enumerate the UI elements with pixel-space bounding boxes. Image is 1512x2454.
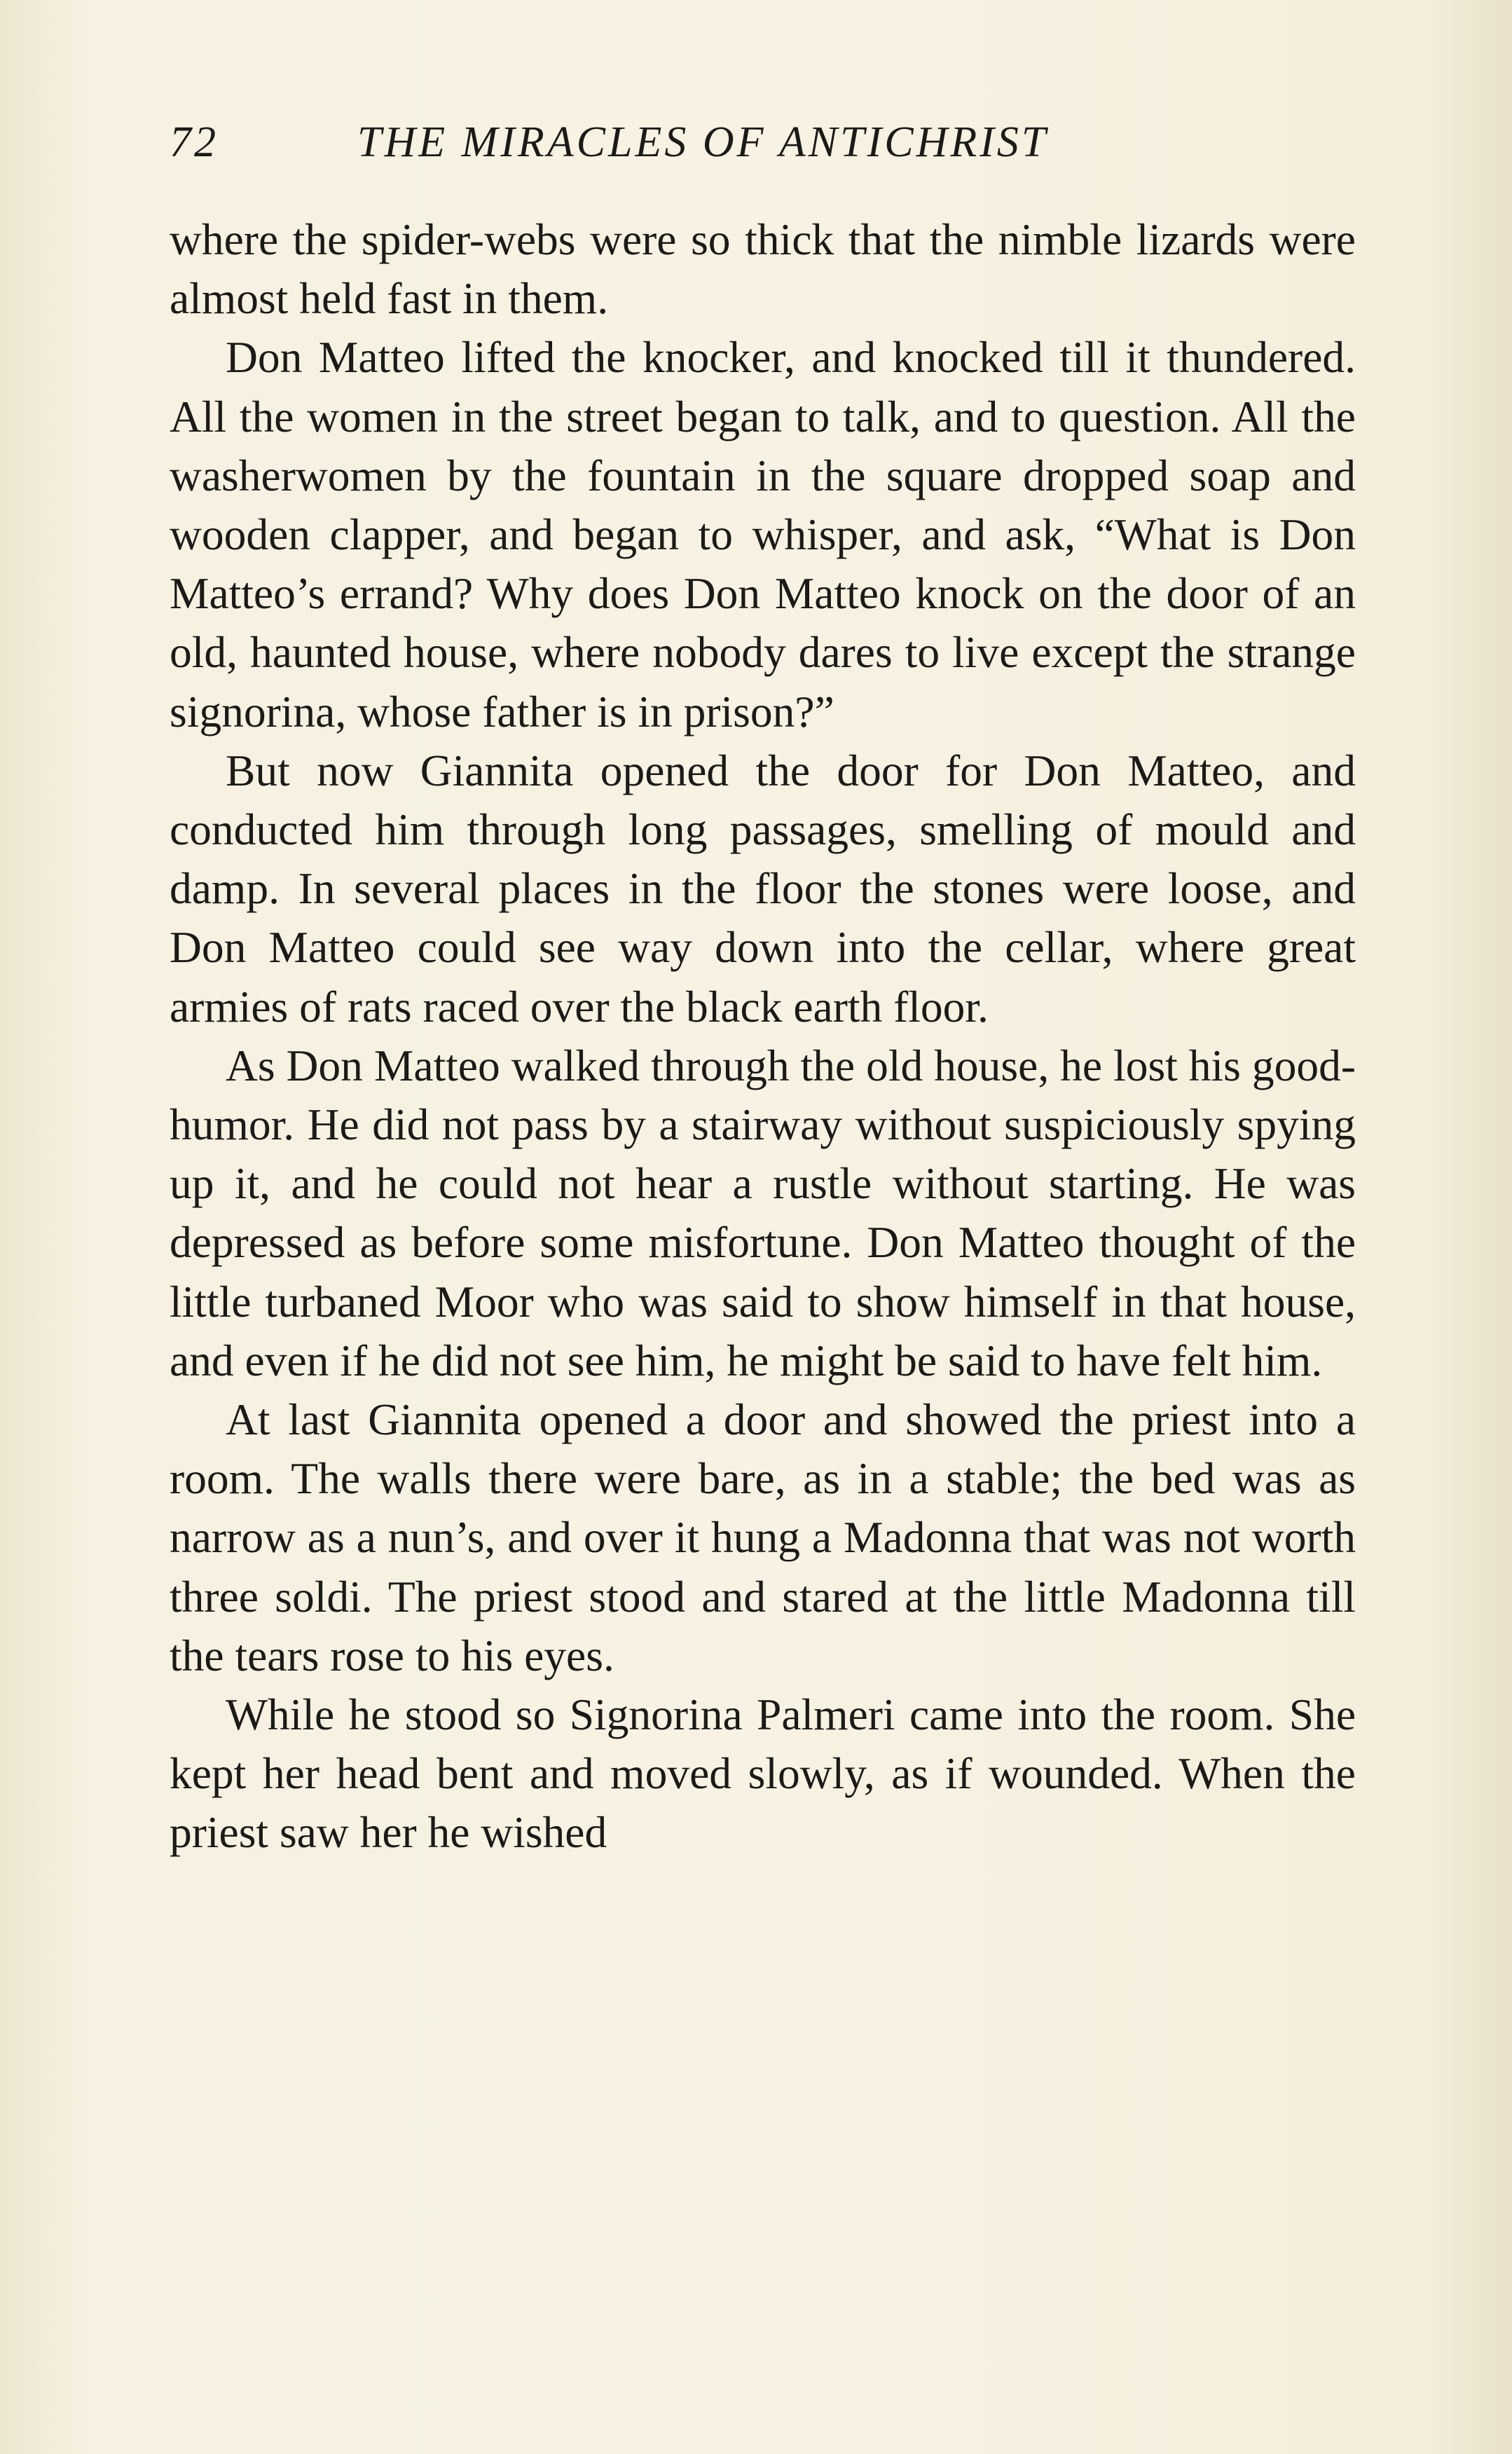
paragraph: But now Giannita opened the door for Don Matteo, and conducted him through long passages, smelling of mould and damp. In several places in the floor the stones were loose, and Don Matteo could see way down into the cellar, where great armies of rats raced over the black earth floor. xyxy=(170,745,1356,1031)
paragraph: At last Giannita opened a door and showed the priest into a room. The walls there were bare, as in a stable; the bed was as narrow as a nun’s, and over it hung a Madonna that was not worth three soldi. The priest stood and stared at the little Madonna till the tears rose to his eyes. xyxy=(170,1394,1356,1680)
paragraph: As Don Matteo walked through the old house, he lost his good-humor. He did not pass by a stairway without suspiciously spying up it, and he could not hear a rustle without starting. He was depressed as before some misfortune. Don Matteo thought of the little turbaned Moor who was said to show himself in that house, and even if he did not see him, he might be said to have felt him. xyxy=(170,1040,1356,1385)
paragraph-continued: where the spider-webs were so thick that the nimble lizards were almost held fast in them. xyxy=(170,214,1356,324)
paragraph: While he stood so Signorina Palmeri came into the room. She kept her head bent and moved slowly, as if wounded. When the priest saw her he wished xyxy=(170,1689,1356,1858)
running-header xyxy=(170,118,1361,181)
paragraph: Don Matteo lifted the knocker, and knocked till it thundered. All the women in the street began to talk, and to question. All the washerwomen by the fountain in the square dropped soap and wooden clapper, and began to whisper, and ask, “What is Don Matteo’s errand? Why does Don Matteo knock on the door of an old, haunted house, where nobody dares to live except the strange signorina, whose father is in prison?” xyxy=(170,332,1356,736)
page-number: 72 xyxy=(170,118,219,166)
running-title: THE MIRACLES OF ANTICHRIST xyxy=(357,118,1049,166)
body-text xyxy=(170,210,1356,1863)
